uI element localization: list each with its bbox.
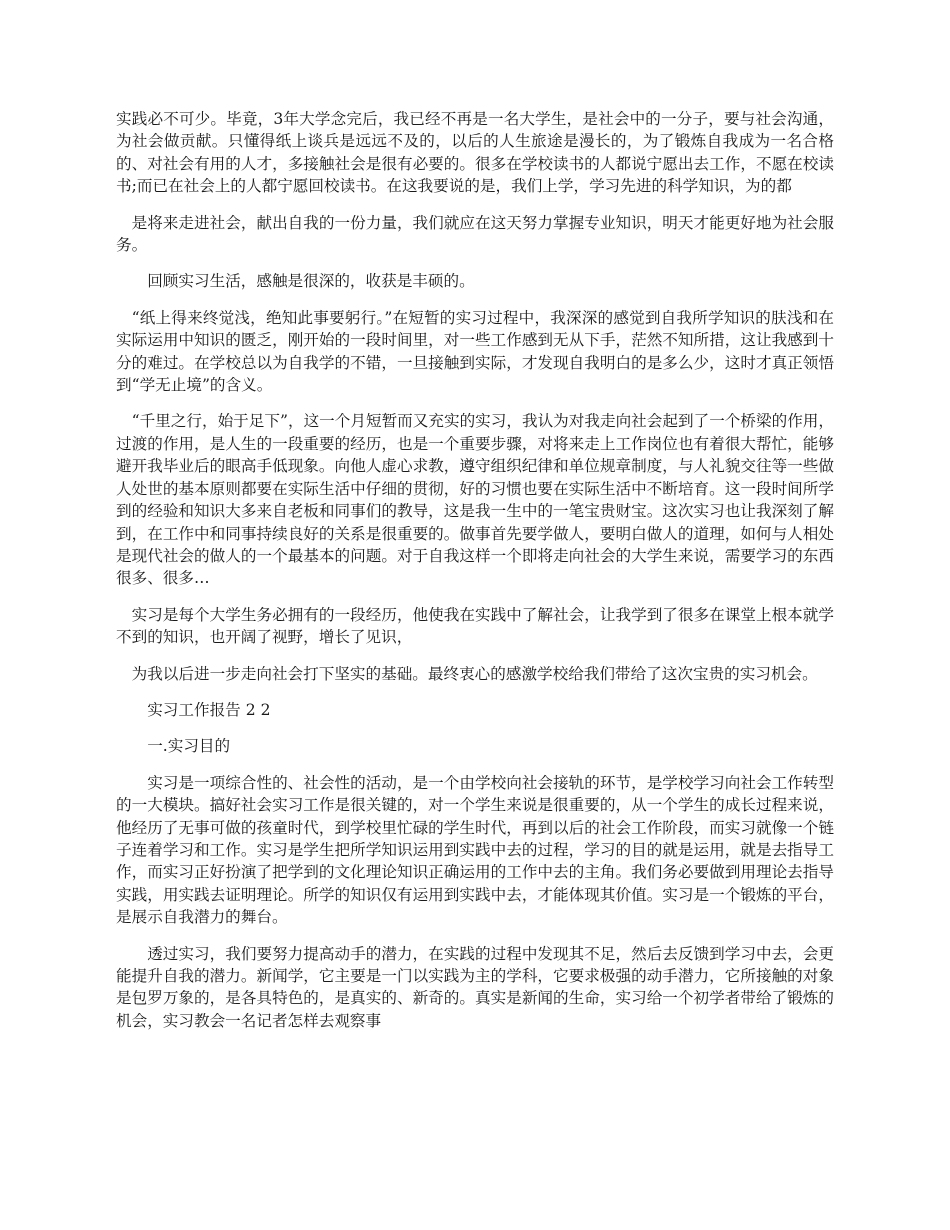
paragraph-paper-knowledge: “纸上得来终觉浅，绝知此事要躬行。”在短暂的实习过程中，我深深的感觉到自我所学知识的肤浅和在实际运用中知识的匮乏，刚开始的一段时间里，对一些工作感到无从下手，茫然不知所措，这让我感到十分的难过。在学校总以为自我学的不错，一旦接触到实际，才发现自我明白的是多么少，这时才真正领悟到“学无止境”的含义。 (116, 308, 834, 395)
paragraph-through-internship: 透过实习，我们要努力提高动手的潜力，在实践的过程中发现其不足，然后去反馈到学习中去，会更能提升自我的潜力。新闻学，它主要是一门以实践为主的学科，它要求极强的动手潜力，它所接触的对象是包罗万象的，是各具特色的，是真实的、新奇的。真实是新闻的生命，实习给一个初学者带给了锻炼的机会，实习教会一名记者怎样去观察事 (116, 944, 834, 1030)
document-body (116, 108, 834, 1046)
paragraph-foundation: 为我以后进一步走向社会打下坚实的基础。最终衷心的感激学校给我们带给了这次宝贵的实习机会。 (131, 664, 818, 683)
paragraph-experience: 实习是每个大学生务必拥有的一段经历，他使我在实践中了解社会，让我学到了很多在课堂上根本就学不到的知识，也开阔了视野，增长了见识， (116, 605, 834, 647)
paragraph-intro-continued: 实践必不可少。毕竟，3年大学念完后，我已经不再是一名大学生，是社会中的一分子，要与社会沟通，为社会做贡献。只懂得纸上谈兵是远远不及的，以后的人生旅途是漫长的，为了锻炼自我成为一名合格的、对社会有用的人才，多接触社会是很有必要的。很多在学校读书的人都说宁愿出去工作，不愿在校读书;而已在社会上的人都宁愿回校读书。在这我要说的是，我们上学，学习先进的科学知识，为的都 (116, 110, 834, 196)
section-heading-purpose: 一.实习目的 (147, 737, 231, 756)
section-title-report: 实习工作报告 2 2 (147, 700, 271, 719)
paragraph-purpose: 实习是一项综合性的、社会性的活动，是一个由学校向社会接轨的环节，是学校学习向社会工作转型的一大模块。搞好社会实习工作是很关键的，对一个学生来说是很重要的，从一个学生的成长过程来说，他经历了无事可做的孩童时代，到学校里忙碌的学生时代，再到以后的社会工作阶段，而实习就像一个链子连着学习和工作。实习是学生把所学知识运用到实践中去的过程，学习的目的就是运用，就是去指导工作，而实习正好扮演了把学到的文化理论知识正确运用的工作中去的主角。我们务必要做到用理论去指导实践，用实践去证明理论。所学的知识仅有运用到实践中去，才能体现其价值。实习是一个锻炼的平台，是展示自我潜力的舞台。 (116, 773, 834, 927)
paragraph-review: 回顾实习生活，感触是很深的，收获是丰硕的。 (147, 272, 475, 291)
paragraph-thousand-miles: “千里之行，始于足下”，这一个月短暂而又充实的实习，我认为对我走向社会起到了一个桥梁的作用，过渡的作用，是人生的一段重要的经历，也是一个重要步骤，对将来走上工作岗位也有着很大帮忙，能够避开我毕业后的眼高手低现象。向他人虚心求教，遵守组织纪律和单位规章制度，与人礼貌交往等一些做人处世的基本原则都要在实际生活中仔细的贯彻，好的习惯也要在实际生活中不断培育。这一段时间所学到的经验和知识大多来自老板和同事们的教导，这是我一生中的一笔宝贵财宝。这次实习也让我深刻了解到，在工作中和同事持续良好的关系是很重要的。做事首先要学做人，要明白做人的道理，如何与人相处是现代社会的做人的一个最基本的问题。对于自我这样一个即将走向社会的大学生来说，需要学习的东西很多、很多… (116, 412, 834, 588)
paragraph-serve-society: 是将来走进社会，献出自我的一份力量，我们就应在这天努力掌握专业知识，明天才能更好地为社会服务。 (116, 213, 834, 255)
